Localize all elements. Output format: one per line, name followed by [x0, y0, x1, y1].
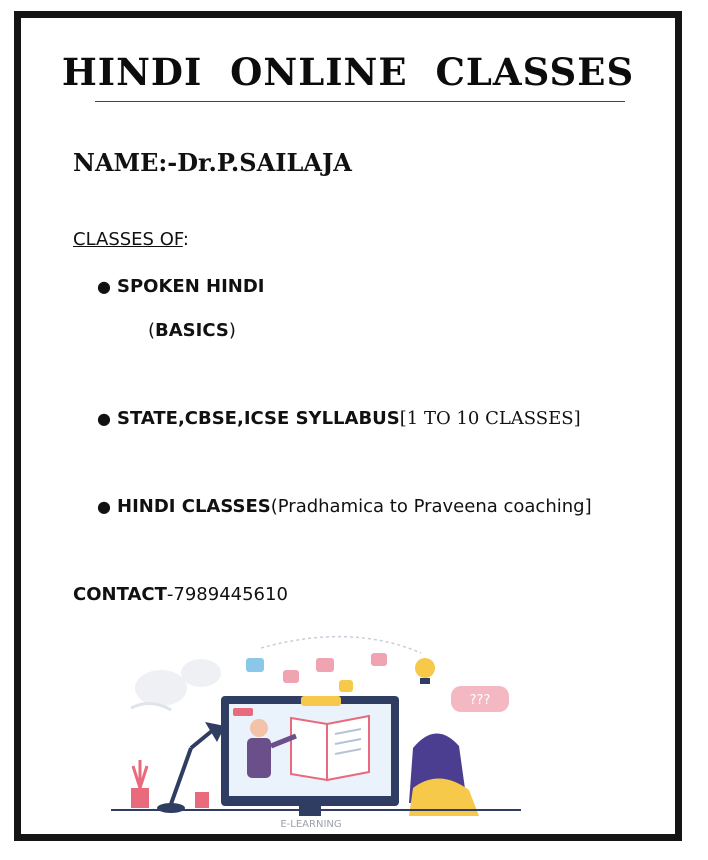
bullet-dot: ● [97, 277, 111, 296]
e-learning-caption: E-LEARNING [280, 819, 342, 828]
document-frame [14, 11, 682, 841]
leaf-shape [181, 659, 221, 687]
bullet-dot: ● [97, 497, 111, 516]
contact-number: -7989445610 [166, 584, 288, 605]
hashtag-icon [339, 680, 353, 692]
lamp-arm [191, 730, 213, 748]
basics-label: BASICS [155, 320, 229, 341]
basics-open: ( [148, 320, 156, 341]
classes-heading-colon: : [182, 229, 189, 250]
book-left-page [291, 718, 327, 780]
list-item-bold: SPOKEN HINDI [117, 276, 265, 297]
plant-pot [131, 788, 149, 808]
heart-icon [316, 658, 334, 672]
list-item-spoken-hindi [97, 276, 265, 297]
screen-badge [233, 708, 253, 716]
bullet-dot: ● [97, 409, 111, 428]
lamp-base [157, 803, 185, 813]
list-item-bold: HINDI CLASSES [117, 496, 271, 517]
title-underline [95, 101, 625, 102]
like-icon [283, 670, 299, 683]
chat-icon [371, 653, 387, 666]
lamp-arm [171, 748, 191, 804]
screen-tab [301, 696, 341, 706]
classes-heading [73, 229, 189, 250]
list-item-syllabus [97, 408, 581, 429]
basics-close: ) [228, 320, 236, 341]
e-learning-illustration [91, 628, 531, 828]
contact-label: CONTACT [73, 584, 167, 605]
contact-line [73, 584, 288, 605]
list-item-detail: [1 TO 10 CLASSES] [399, 408, 581, 429]
plant-leaves [133, 760, 147, 788]
classes-heading-label: CLASSES OF [73, 229, 183, 250]
teacher-name: NAME:-Dr.P.SAILAJA [73, 148, 352, 177]
dashed-path [261, 637, 421, 653]
pencil-cup [195, 792, 209, 808]
list-item-bold: STATE,CBSE,ICSE SYLLABUS [117, 408, 400, 429]
share-icon [246, 658, 264, 672]
leaf-shape [135, 670, 187, 706]
basics-note [148, 320, 236, 341]
lightbulb-icon [415, 658, 435, 678]
list-item-hindi-classes [97, 496, 592, 517]
page-title: HINDI ONLINE CLASSES [61, 50, 635, 94]
book-right-page [327, 716, 369, 780]
list-item-detail: (Pradhamica to Praveena coaching] [270, 496, 592, 517]
teacher-head [250, 719, 268, 737]
lightbulb-base [420, 678, 430, 684]
teacher-body [247, 738, 271, 778]
question-bubble-text: ??? [469, 693, 491, 708]
